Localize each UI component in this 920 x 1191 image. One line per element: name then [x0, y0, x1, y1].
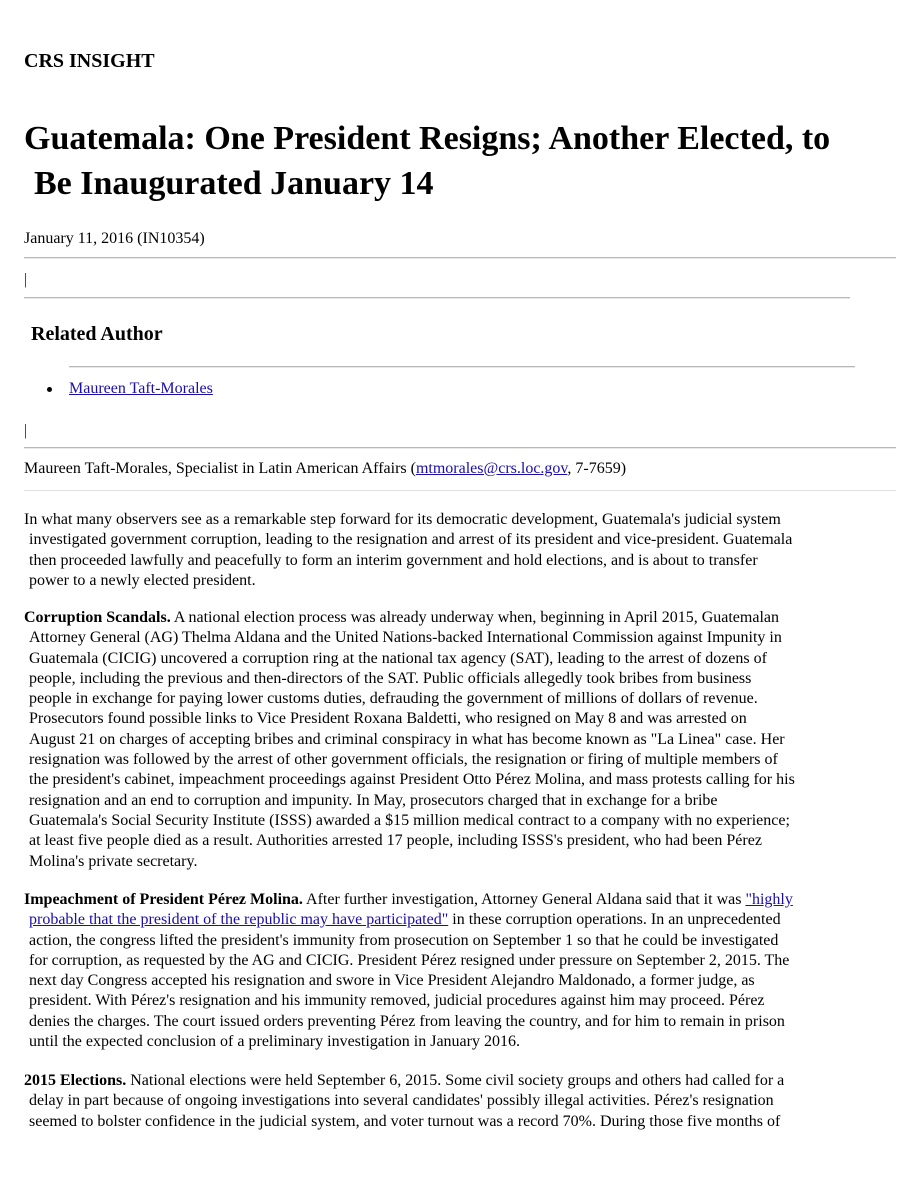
author-contact-line [24, 459, 626, 479]
paragraph-line: In what many observers see as a remarkable step forward for its democratic development, Guatemala's judicial system [24, 511, 781, 528]
impeachment-paragraph [24, 890, 896, 1052]
list-item [45, 379, 213, 399]
title-line-1: Guatemala: One President Resigns; Another Elected, to [24, 120, 831, 157]
intro-paragraph [24, 510, 896, 591]
corruption-scandals-paragraph [24, 608, 896, 872]
paragraph-line: investigated government corruption, leading to the resignation and arrest of its president and vice-president. Guatemala [29, 531, 793, 549]
divider [24, 490, 896, 491]
paragraph-line: denies the charges. The court issued orders preventing Pérez from leaving the country, and for him to remain in prison [29, 1012, 785, 1030]
section-lead: 2015 Elections. [24, 1072, 127, 1089]
paragraph-text: National elections were held September 6, 2015. Some civil society groups and others had called for a [126, 1072, 785, 1089]
paragraph-line: at least five people died as a result. Authorities arrested 17 people, including ISSS's president, who had been Pérez [29, 832, 762, 850]
divider [24, 257, 896, 259]
paragraph-line: Guatemala (CICIG) uncovered a corruption ring at the national tax agency (SAT), leading to the arrest of dozens of [29, 649, 767, 667]
paragraph-line: action, the congress lifted the president's immunity from prosecution on September 1 so that he could be investigated [29, 931, 779, 949]
paragraph-line: resignation and an end to corruption and impunity. In May, prosecutors charged that in exchange for a bribe [29, 791, 718, 809]
paragraph-line: for corruption, as requested by the AG and CICIG. President Pérez resigned under pressure on September 2, 2015. The [29, 951, 790, 969]
quote-link[interactable]: "highly [745, 891, 793, 908]
divider [24, 447, 896, 449]
paragraph-line: until the expected conclusion of a preliminary investigation in January 2016. [29, 1033, 520, 1051]
paragraph-line: people in exchange for paying lower customs duties, defrauding the government of millions of dollars of revenue. [29, 690, 758, 708]
bullet-icon [47, 387, 52, 392]
paragraph-line: people, including the previous and then-directors of the SAT. Public officials allegedly took bribes from business [29, 669, 752, 687]
quote-link-continued[interactable]: probable that the president of the republic may have participated" [29, 911, 449, 929]
paragraph-line: delay in part because of ongoing investigations into several candidates' possibly illegal activities. Pérez's resignation [29, 1092, 774, 1110]
section-lead: Impeachment of President Pérez Molina. [24, 891, 303, 908]
divider [24, 297, 850, 299]
report-dateline: January 11, 2016 (IN10354) [24, 230, 205, 247]
report-type-label: CRS INSIGHT [24, 50, 155, 72]
anchor-link[interactable]: | [24, 422, 28, 439]
paragraph-line: president. With Pérez's resignation and his immunity removed, judicial procedures against him may proceed. Pérez [29, 992, 765, 1010]
page-title [24, 116, 904, 206]
paragraph-line: power to a newly elected president. [29, 571, 256, 589]
divider [69, 366, 855, 368]
anchor-link[interactable]: | [24, 271, 28, 288]
paragraph-line: next day Congress accepted his resignation and swore in Vice President Alejandro Maldonado, a former judge, as [29, 972, 755, 990]
section-lead: Corruption Scandals. [24, 609, 171, 626]
author-email-link[interactable]: mtmorales@crs.loc.gov [415, 460, 568, 477]
paragraph-line: Molina's private secretary. [29, 852, 198, 870]
paragraph-line: seemed to bolster confidence in the judicial system, and voter turnout was a record 70%. During those five months of [29, 1112, 781, 1130]
paragraph-text: After further investigation, Attorney General Aldana said that it was [302, 891, 746, 908]
paragraph-text: A national election process was already underway when, beginning in April 2015, Guatemalan [170, 609, 779, 626]
author-phone-text: , 7-7659) [567, 460, 627, 477]
paragraph-line: Guatemala's Social Security Institute (ISSS) awarded a $15 million medical contract to a company with no experience; [29, 811, 790, 829]
paragraph-line: Prosecutors found possible links to Vice President Roxana Baldetti, who resigned on May 8 and was arrested on [29, 710, 747, 728]
related-author-heading: Related Author [31, 323, 163, 345]
paragraph-line: then proceeded lawfully and peacefully to form an interim government and hold elections, and is about to transfer [29, 551, 758, 569]
author-link[interactable]: Maureen Taft-Morales [69, 380, 213, 397]
paragraph-line: the president's cabinet, impeachment proceedings against President Otto Pérez Molina, and mass protests calling for his [29, 771, 795, 789]
paragraph-text: in these corruption operations. In an unprecedented [448, 911, 781, 929]
paragraph-line: Attorney General (AG) Thelma Aldana and the United Nations-backed International Commission against Impunity in [29, 629, 782, 647]
author-contact-text: Maureen Taft-Morales, Specialist in Latin American Affairs ( [24, 460, 416, 477]
paragraph-line: resignation was followed by the arrest of other government officials, the resignation or firing of multiple members of [29, 751, 778, 769]
paragraph-line: August 21 on charges of accepting bribes and criminal conspiracy in what has become known as "La Linea" case. Her [29, 730, 785, 748]
title-line-2: Be Inaugurated January 14 [34, 165, 434, 202]
elections-paragraph [24, 1071, 896, 1132]
related-author-list [45, 379, 213, 399]
